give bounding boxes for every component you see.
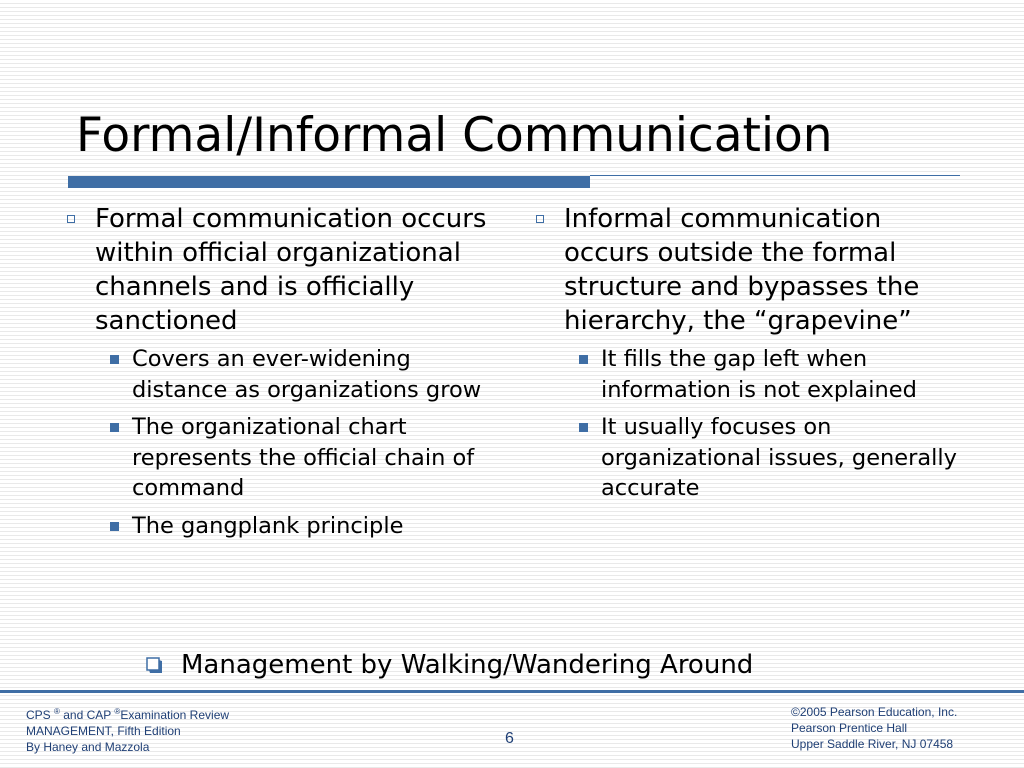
right-column [533, 202, 963, 511]
left-column [64, 202, 494, 548]
footer-right-line3: Upper Saddle River, NJ 07458 [791, 737, 954, 751]
footer-left [26, 704, 229, 755]
right-sub-bullet-text: It fills the gap left when information is not explained [601, 346, 917, 403]
title-underline-thick [68, 176, 590, 188]
footer-text: Examination Review [120, 708, 230, 722]
footer-right-line1: ©2005 Pearson Education, Inc. [791, 705, 958, 719]
right-sub-bullet-text: It usually focuses on organizational issues, generally accurate [601, 414, 958, 501]
footer-text: CPS [26, 708, 55, 722]
bottom-bullet [146, 648, 753, 682]
left-sub-bullet [64, 344, 494, 405]
bottom-bullet-text: Management by Walking/Wandering Around [181, 650, 754, 680]
left-sub-bullet [64, 511, 494, 542]
footer-right [791, 704, 957, 752]
hollow-square-bullet-icon [67, 215, 75, 223]
registered-mark: ® [54, 707, 60, 716]
footer-left-line3: By Haney and Mazzola [26, 740, 150, 754]
footer-text: and CAP [59, 708, 115, 722]
right-sub-bullet [533, 344, 963, 405]
title-underline-thin [590, 175, 960, 176]
page-number: 6 [505, 730, 514, 747]
left-main-bullet [64, 202, 494, 338]
left-sub-bullet-text: The gangplank principle [132, 512, 404, 539]
registered-mark: ® [114, 707, 121, 716]
hollow-square-bullet-icon [536, 215, 544, 223]
filled-square-bullet-icon [110, 423, 119, 432]
left-sub-bullet-text: Covers an ever-widening distance as organizations grow [132, 346, 482, 403]
left-main-bullet-text: Formal communication occurs within official organizational channels and is officially sanctioned [95, 204, 487, 336]
footer-left-line1 [26, 704, 229, 723]
right-main-bullet-text: Informal communication occurs outside the formal structure and bypasses the hierarchy, the “grapevine” [564, 204, 920, 336]
filled-square-bullet-icon [579, 423, 588, 432]
filled-square-bullet-icon [110, 522, 119, 531]
slide-title: Formal/Informal Communication [76, 108, 833, 163]
left-sub-bullet-text: The organizational chart represents the official chain of command [132, 414, 475, 501]
right-main-bullet [533, 202, 963, 338]
filled-square-bullet-icon [579, 355, 588, 364]
3d-square-bullet-icon [146, 657, 164, 675]
filled-square-bullet-icon [110, 355, 119, 364]
footer-left-line2: MANAGEMENT, Fifth Edition [26, 724, 181, 738]
footer-divider [0, 690, 1024, 693]
right-sub-bullet [533, 412, 963, 504]
footer-right-line2: Pearson Prentice Hall [791, 721, 908, 735]
left-sub-bullet [64, 412, 494, 504]
